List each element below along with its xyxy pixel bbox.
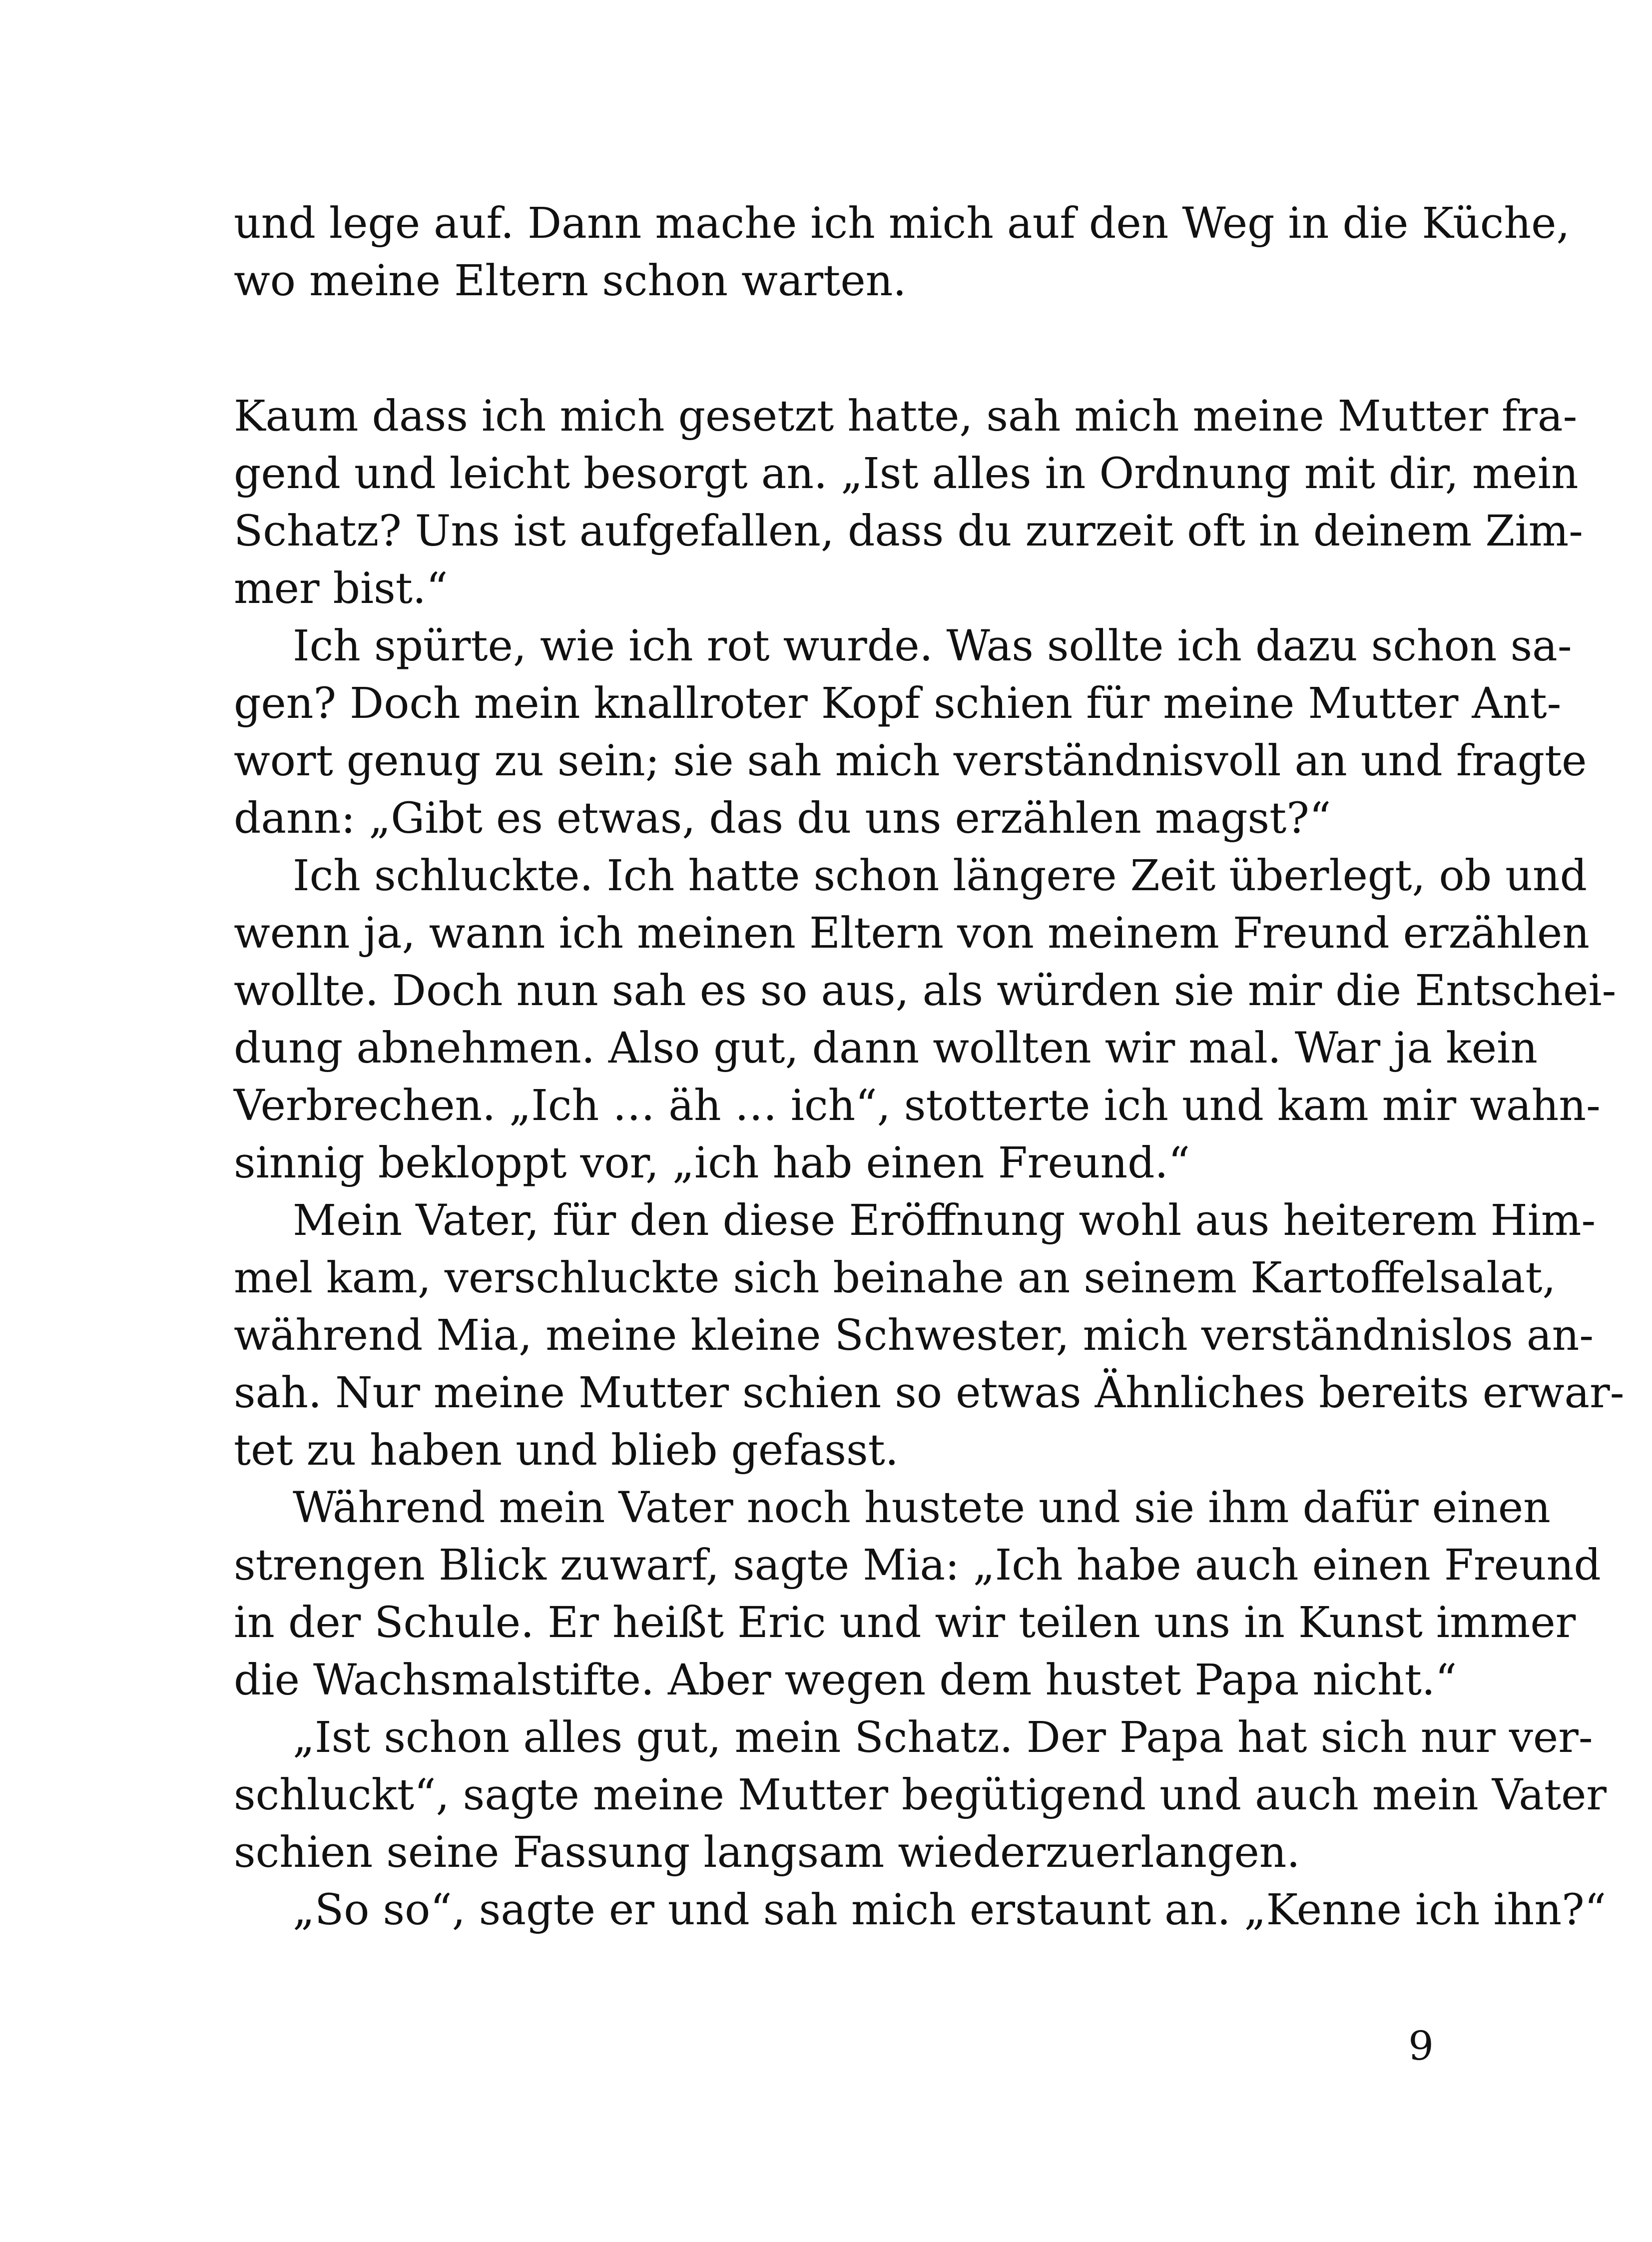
text-line: wort genug zu sein; sie sah mich verständnisvoll an und fragte <box>234 736 1587 786</box>
section-gap <box>234 310 1436 388</box>
text-line: „Ist schon alles gut, mein Schatz. Der Papa hat sich nur ver- <box>293 1713 1593 1762</box>
text-line: Schatz? Uns ist aufgefallen, dass du zurzeit oft in deinem Zim- <box>234 507 1583 556</box>
paragraph <box>234 847 1617 1192</box>
paragraph <box>234 1192 1625 1479</box>
text-line: sah. Nur meine Mutter schien so etwas Ähnliches bereits erwar- <box>234 1368 1625 1418</box>
text-line: Mein Vater, für den diese Eröffnung wohl aus heiterem Him- <box>293 1196 1596 1245</box>
text-line: und lege auf. Dann mache ich mich auf den Weg in die Küche, <box>234 199 1570 248</box>
text-line: mel kam, verschluckte sich beinahe an seinem Kartoffelsalat, <box>234 1253 1556 1303</box>
text-line: mer bist.“ <box>234 564 448 613</box>
paragraph <box>234 1881 1607 1939</box>
text-line: strengen Blick zuwarf, sagte Mia: „Ich habe auch einen Freund <box>234 1541 1601 1590</box>
text-line: Ich spürte, wie ich rot wurde. Was sollte ich dazu schon sa- <box>293 621 1572 671</box>
paragraph <box>234 1709 1607 1881</box>
text-line: gen? Doch mein knallroter Kopf schien für meine Mutter Ant- <box>234 679 1562 728</box>
text-line: sinnig bekloppt vor, „ich hab einen Freund.“ <box>234 1138 1190 1188</box>
text-line: die Wachsmalstifte. Aber wegen dem hustet Papa nicht.“ <box>234 1656 1457 1705</box>
text-line: während Mia, meine kleine Schwester, mich verständnislos an- <box>234 1311 1594 1360</box>
paragraph <box>234 617 1587 847</box>
text-line: wo meine Eltern schon warten. <box>234 256 907 306</box>
book-page <box>234 195 1625 1939</box>
text-line: dann: „Gibt es etwas, das du uns erzählen magst?“ <box>234 794 1331 843</box>
paragraph <box>234 388 1583 617</box>
text-line: Kaum dass ich mich gesetzt hatte, sah mich meine Mutter fra- <box>234 392 1578 441</box>
page-number: 9 <box>1408 2023 1434 2069</box>
text-line: wenn ja, wann ich meinen Eltern von meinem Freund erzählen <box>234 909 1590 958</box>
text-line: dung abnehmen. Also gut, dann wollten wir mal. War ja kein <box>234 1024 1538 1073</box>
text-line: schien seine Fassung langsam wiederzuerlangen. <box>234 1828 1300 1877</box>
paragraph <box>234 1479 1601 1709</box>
paragraph <box>234 195 1570 310</box>
text-line: Während mein Vater noch hustete und sie ihm dafür einen <box>293 1483 1551 1533</box>
text-line: wollte. Doch nun sah es so aus, als würden sie mir die Entschei- <box>234 966 1617 1016</box>
text-line: gend und leicht besorgt an. „Ist alles in Ordnung mit dir, mein <box>234 449 1579 499</box>
text-line: Ich schluckte. Ich hatte schon längere Zeit überlegt, ob und <box>293 851 1588 901</box>
text-line: in der Schule. Er heißt Eric und wir teilen uns in Kunst immer <box>234 1598 1576 1648</box>
text-line: Verbrechen. „Ich … äh … ich“, stotterte ich und kam mir wahn- <box>234 1081 1601 1130</box>
text-line: tet zu haben und blieb gefasst. <box>234 1426 899 1475</box>
text-line: schluckt“, sagte meine Mutter begütigend und auch mein Vater <box>234 1770 1607 1820</box>
text-line: „So so“, sagte er und sah mich erstaunt an. „Kenne ich ihn?“ <box>293 1885 1607 1935</box>
